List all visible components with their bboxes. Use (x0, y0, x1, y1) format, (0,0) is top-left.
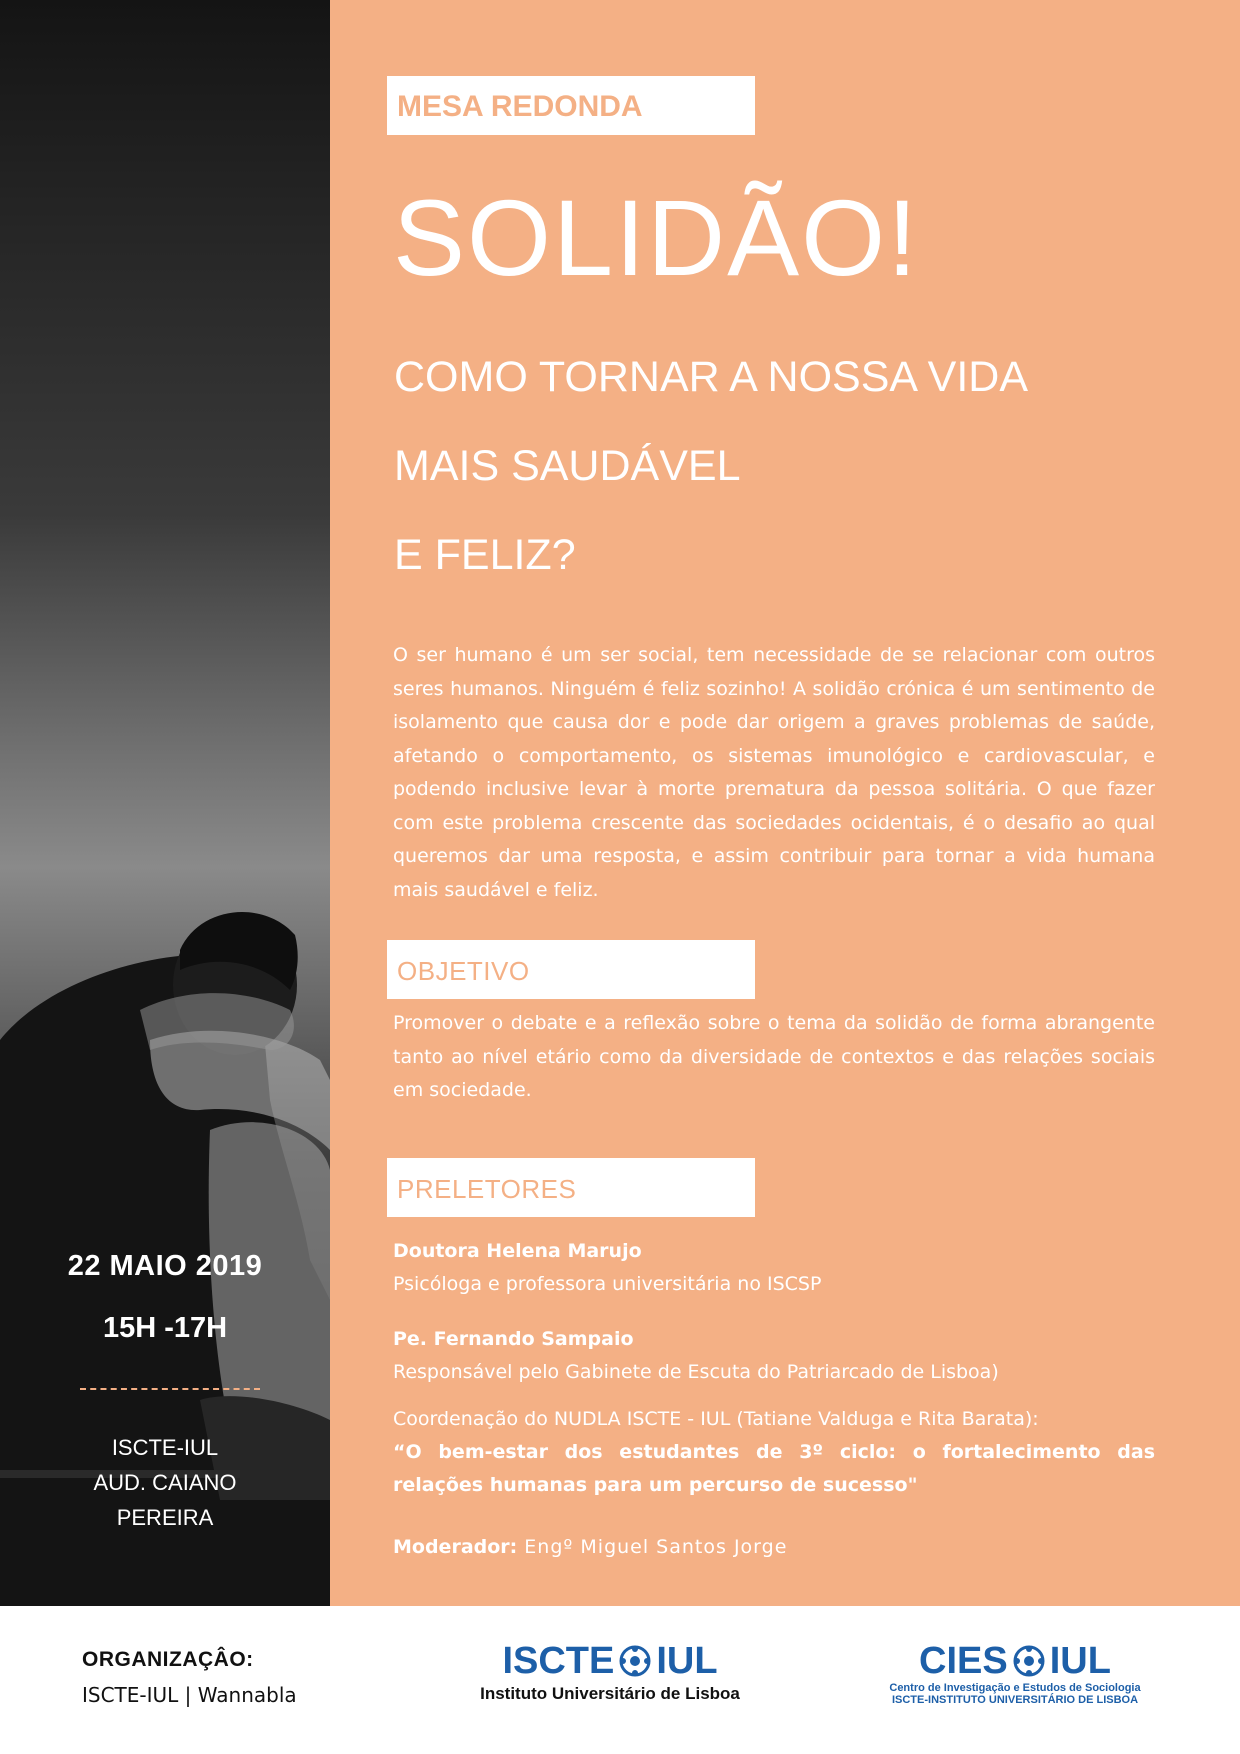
subtitle-line: MAIS SAUDÁVEL (394, 442, 741, 490)
moderator-entry (393, 1531, 787, 1564)
logo-text: ISCTE (502, 1640, 615, 1682)
speaker-role: Psicóloga e professora universitária no ISCSP (393, 1273, 822, 1295)
event-time: 15H -17H (102, 1312, 228, 1344)
logo-text: IUL (1049, 1640, 1111, 1682)
event-date: 22 MAIO 2019 (67, 1250, 263, 1282)
main-title: SOLIDÃO! (393, 177, 920, 298)
dashed-divider (80, 1388, 260, 1390)
speaker-name: Doutora Helena Marujo (393, 1240, 642, 1262)
speaker-entry (393, 1323, 1173, 1389)
logo-subtitle: Centro de Investigação e Estudos de Sociologia (889, 1682, 1141, 1694)
globe-icon (618, 1644, 652, 1678)
subtitle-line: E FELIZ? (394, 531, 576, 579)
moderator-label: Moderador: (393, 1536, 518, 1558)
speakers-label: PRELETORES (387, 1158, 755, 1217)
venue-line: PEREIRA (116, 1505, 214, 1530)
cies-iul-logo (870, 1640, 1160, 1706)
speaker-entry (393, 1235, 1173, 1301)
logo-subtitle: Instituto Universitário de Lisboa (480, 1684, 740, 1703)
objective-paragraph: Promover o debate e a reflexão sobre o tema da solidão de forma abrangente tanto ao nível etário como da diversidade de contextos e das relações sociais em sociedade. (393, 1012, 1155, 1101)
photo-panel (0, 0, 330, 1606)
venue-line: ISCTE-IUL (111, 1435, 219, 1460)
coordination-title: “O bem-estar dos estudantes de 3º ciclo: o fortalecimento das relações humanas para um percurso de sucesso" (393, 1441, 1155, 1496)
organization-value: ISCTE-IUL | Wannabla (82, 1683, 297, 1707)
coordination-entry (393, 1403, 1155, 1502)
sitting-person-photo (0, 0, 330, 1606)
event-type-label: MESA REDONDA (387, 76, 755, 135)
coordination-text: Coordenação do NUDLA ISCTE - IUL (Tatiane Valduga e Rita Barata): (393, 1408, 1039, 1430)
speaker-name: Pe. Fernando Sampaio (393, 1328, 634, 1350)
globe-icon (1012, 1644, 1046, 1678)
objective-label: OBJETIVO (387, 940, 755, 999)
moderator-name: Engº Miguel Santos Jorge (517, 1536, 788, 1558)
organization-label: ORGANIZAÇÂO: (82, 1648, 254, 1671)
logo-text: IUL (656, 1640, 718, 1682)
speaker-role: Responsável pelo Gabinete de Escuta do Patriarcado de Lisboa) (393, 1361, 999, 1383)
intro-paragraph: O ser humano é um ser social, tem necessidade de se relacionar com outros seres humanos. Ninguém é feliz sozinho! A solidão crónica é um sentimento de isolamento que causa dor e pode dar origem a graves problemas de saúde, afetando o comportamento, os sistemas imunológico e cardiovascular, e podendo inclusive levar à morte prematura da pessoa solitária. O que fazer com este problema crescente das sociedades ocidentais, é o desafio ao qual queremos dar uma resposta, e assim contribuir para tornar a vida humana mais saudável e feliz. (393, 644, 1155, 901)
logo-text: CIES (919, 1640, 1008, 1682)
venue-line: AUD. CAIANO (93, 1470, 237, 1495)
logo-subtitle: ISCTE-INSTITUTO UNIVERSITÁRIO DE LISBOA (891, 1694, 1139, 1706)
iscte-iul-logo (460, 1640, 760, 1704)
content-panel (330, 0, 1240, 1606)
subtitle-line: COMO TORNAR A NOSSA VIDA (394, 353, 1029, 401)
event-venue (0, 1430, 330, 1535)
